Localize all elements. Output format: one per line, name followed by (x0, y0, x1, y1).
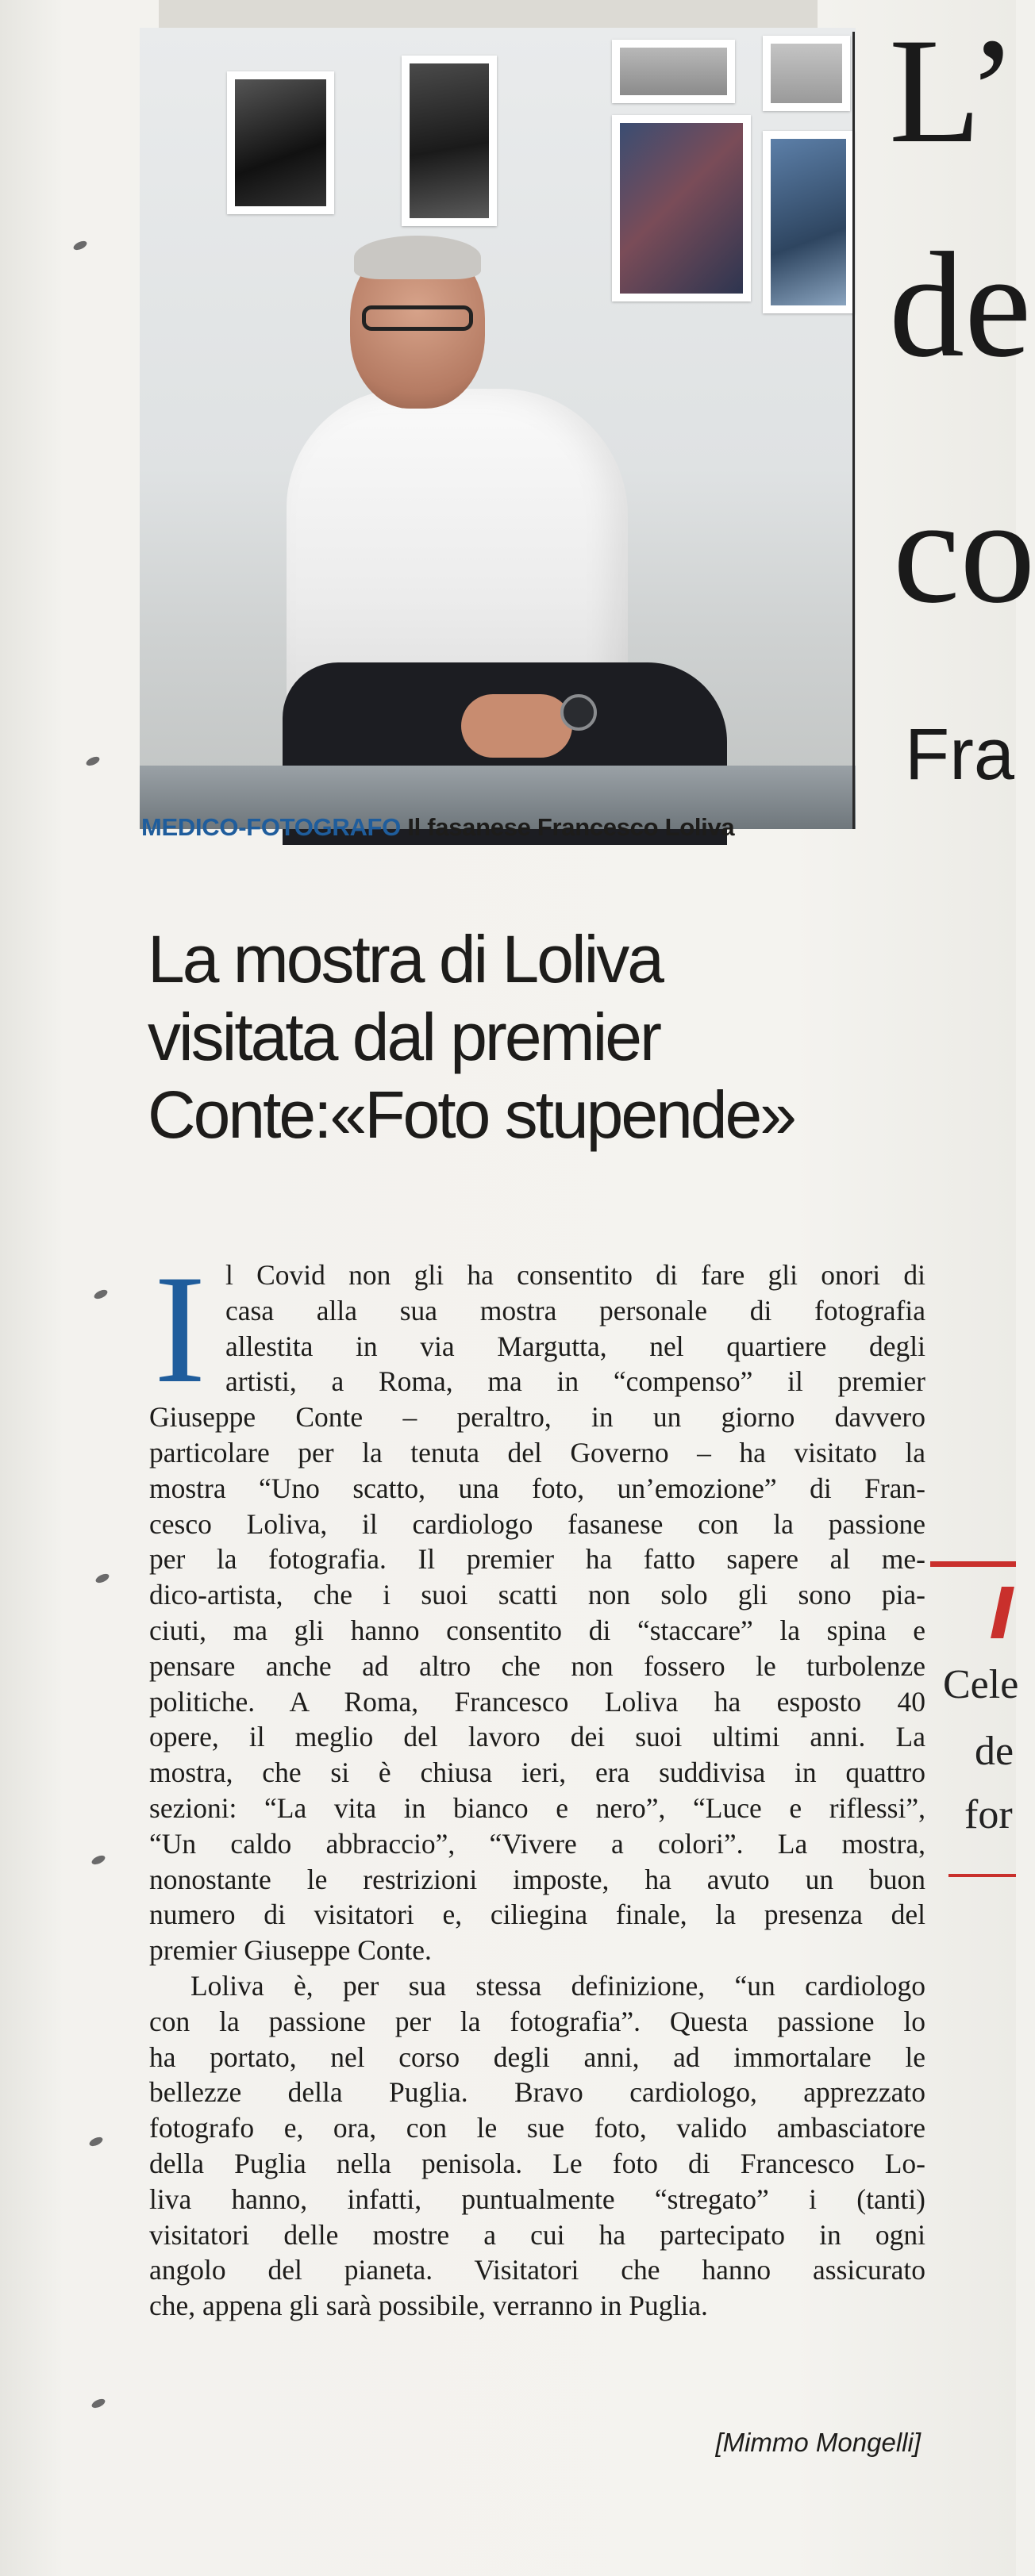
headline-line-1: La mostra di Loliva (148, 922, 663, 996)
neighbor-red-rule-top (930, 1561, 1016, 1567)
neighbor-headline-fragment-1: L’ (889, 8, 1018, 175)
body-line: bellezze della Puglia. Bravo cardiologo, apprezzato (149, 2076, 925, 2109)
body-line: opere, il meglio del lavoro dei suoi ultimi anni. La (149, 1721, 925, 1753)
photo-subject-hands (461, 694, 572, 758)
headline-line-2: visitata dal premier (148, 1000, 660, 1074)
body-line: casa alla sua mostra personale di fotografia (225, 1294, 925, 1326)
body-line: fotografo e, ora, con le sue foto, valido ambasciatore (149, 2112, 925, 2144)
column-divider (852, 32, 855, 829)
neighbor-text-fragment-1: Cele (943, 1662, 1019, 1707)
neighbor-headline-fragment-2: de (889, 222, 1032, 389)
body-line: dico-artista, che i suoi scatti non solo gli sono pia- (149, 1579, 925, 1611)
body-line: premier Giuseppe Conte. (149, 1934, 432, 1967)
wall-photo-portrait-2 (402, 56, 497, 226)
body-line: liva hanno, infatti, puntualmente “stregato” i (tanti) (149, 2182, 925, 2215)
body-line: Loliva è, per sua stessa definizione, “un cardiologo (190, 1969, 925, 2002)
article-photo (140, 28, 856, 829)
wall-photo-portrait-1 (227, 71, 334, 214)
body-line: particolare per la tenuta del Governo – ha visitato la (149, 1436, 925, 1468)
body-line: sezioni: “La vita in bianco e nero”, “Luce e riflessi”, (149, 1791, 925, 1824)
watch-icon (560, 694, 597, 731)
glasses-icon (362, 305, 473, 331)
body-line: “Un caldo abbraccio”, “Vivere a colori”. La mostra, (149, 1827, 925, 1860)
neighbor-text-fragment-2: de (975, 1729, 1014, 1774)
body-line: angolo del pianeta. Visitatori che hanno assicurato (149, 2254, 925, 2286)
neighbor-red-rule-bottom (948, 1874, 1016, 1877)
article-headline (148, 920, 846, 1154)
article-body (149, 1243, 925, 2324)
body-line: allestita in via Margutta, nel quartiere degli (225, 1330, 925, 1362)
photo-caption (141, 813, 734, 842)
body-line: mostra “Uno scatto, una foto, un’emozione” di Fran- (149, 1472, 925, 1504)
body-line: artisti, a Roma, ma in “compenso” il premier (225, 1365, 925, 1398)
body-line: della Puglia nella penisola. Le foto di Francesco Lo- (149, 2147, 925, 2179)
article-byline: [Mimmo Mongelli] (715, 2428, 921, 2457)
body-line: Giuseppe Conte – peraltro, in un giorno davvero (149, 1401, 925, 1434)
body-line: con la passione per la fotografia”. Questa passione lo (149, 2005, 925, 2037)
drop-cap: I (154, 1243, 206, 1415)
body-line: numero di visitatori e, ciliegina finale, la presenza del (149, 1898, 925, 1931)
photo-subject-hair (354, 236, 481, 279)
wall-photo-color-1 (612, 115, 751, 301)
body-line: cesco Loliva, il cardiologo fasanese con la passione (149, 1507, 925, 1540)
wall-photo-3 (612, 40, 735, 103)
neighbor-subhead-fragment: Fra (905, 714, 1014, 795)
body-line: visitatori delle mostre a cui ha partecipato in ogni (149, 2218, 925, 2251)
caption-text: Il fasanese Francesco Loliva (407, 813, 735, 841)
body-line: nonostante le restrizioni imposte, ha avuto un buon (149, 1863, 925, 1895)
wall-photo-4 (763, 36, 850, 111)
body-line: pensare anche ad altro che non fossero le turbolenze (149, 1649, 925, 1682)
neighbor-headline-fragment-3: co (893, 468, 1035, 635)
wall-photo-color-2 (763, 131, 854, 313)
body-line: mostra, che si è chiusa ieri, era suddivisa in quattro (149, 1756, 925, 1789)
body-line: ha portato, nel corso degli anni, ad immortalare le (149, 2040, 925, 2073)
body-line: politiche. A Roma, Francesco Loliva ha esposto 40 (149, 1685, 925, 1718)
body-line: ciuti, ma gli hanno consentito di “staccare” la spina e (149, 1614, 925, 1646)
neighbor-text-fragment-3: for (964, 1792, 1013, 1837)
body-line: per la fotografia. Il premier ha fatto sapere al me- (149, 1543, 925, 1576)
body-line: l Covid non gli ha consentito di fare gli onori di (225, 1259, 925, 1291)
caption-kicker: MEDICO-FOTOGRAFO (141, 813, 401, 841)
headline-line-3: Conte:«Foto stupende» (148, 1077, 795, 1152)
body-line: che, appena gli sarà possibile, verranno in Puglia. (149, 2290, 708, 2322)
